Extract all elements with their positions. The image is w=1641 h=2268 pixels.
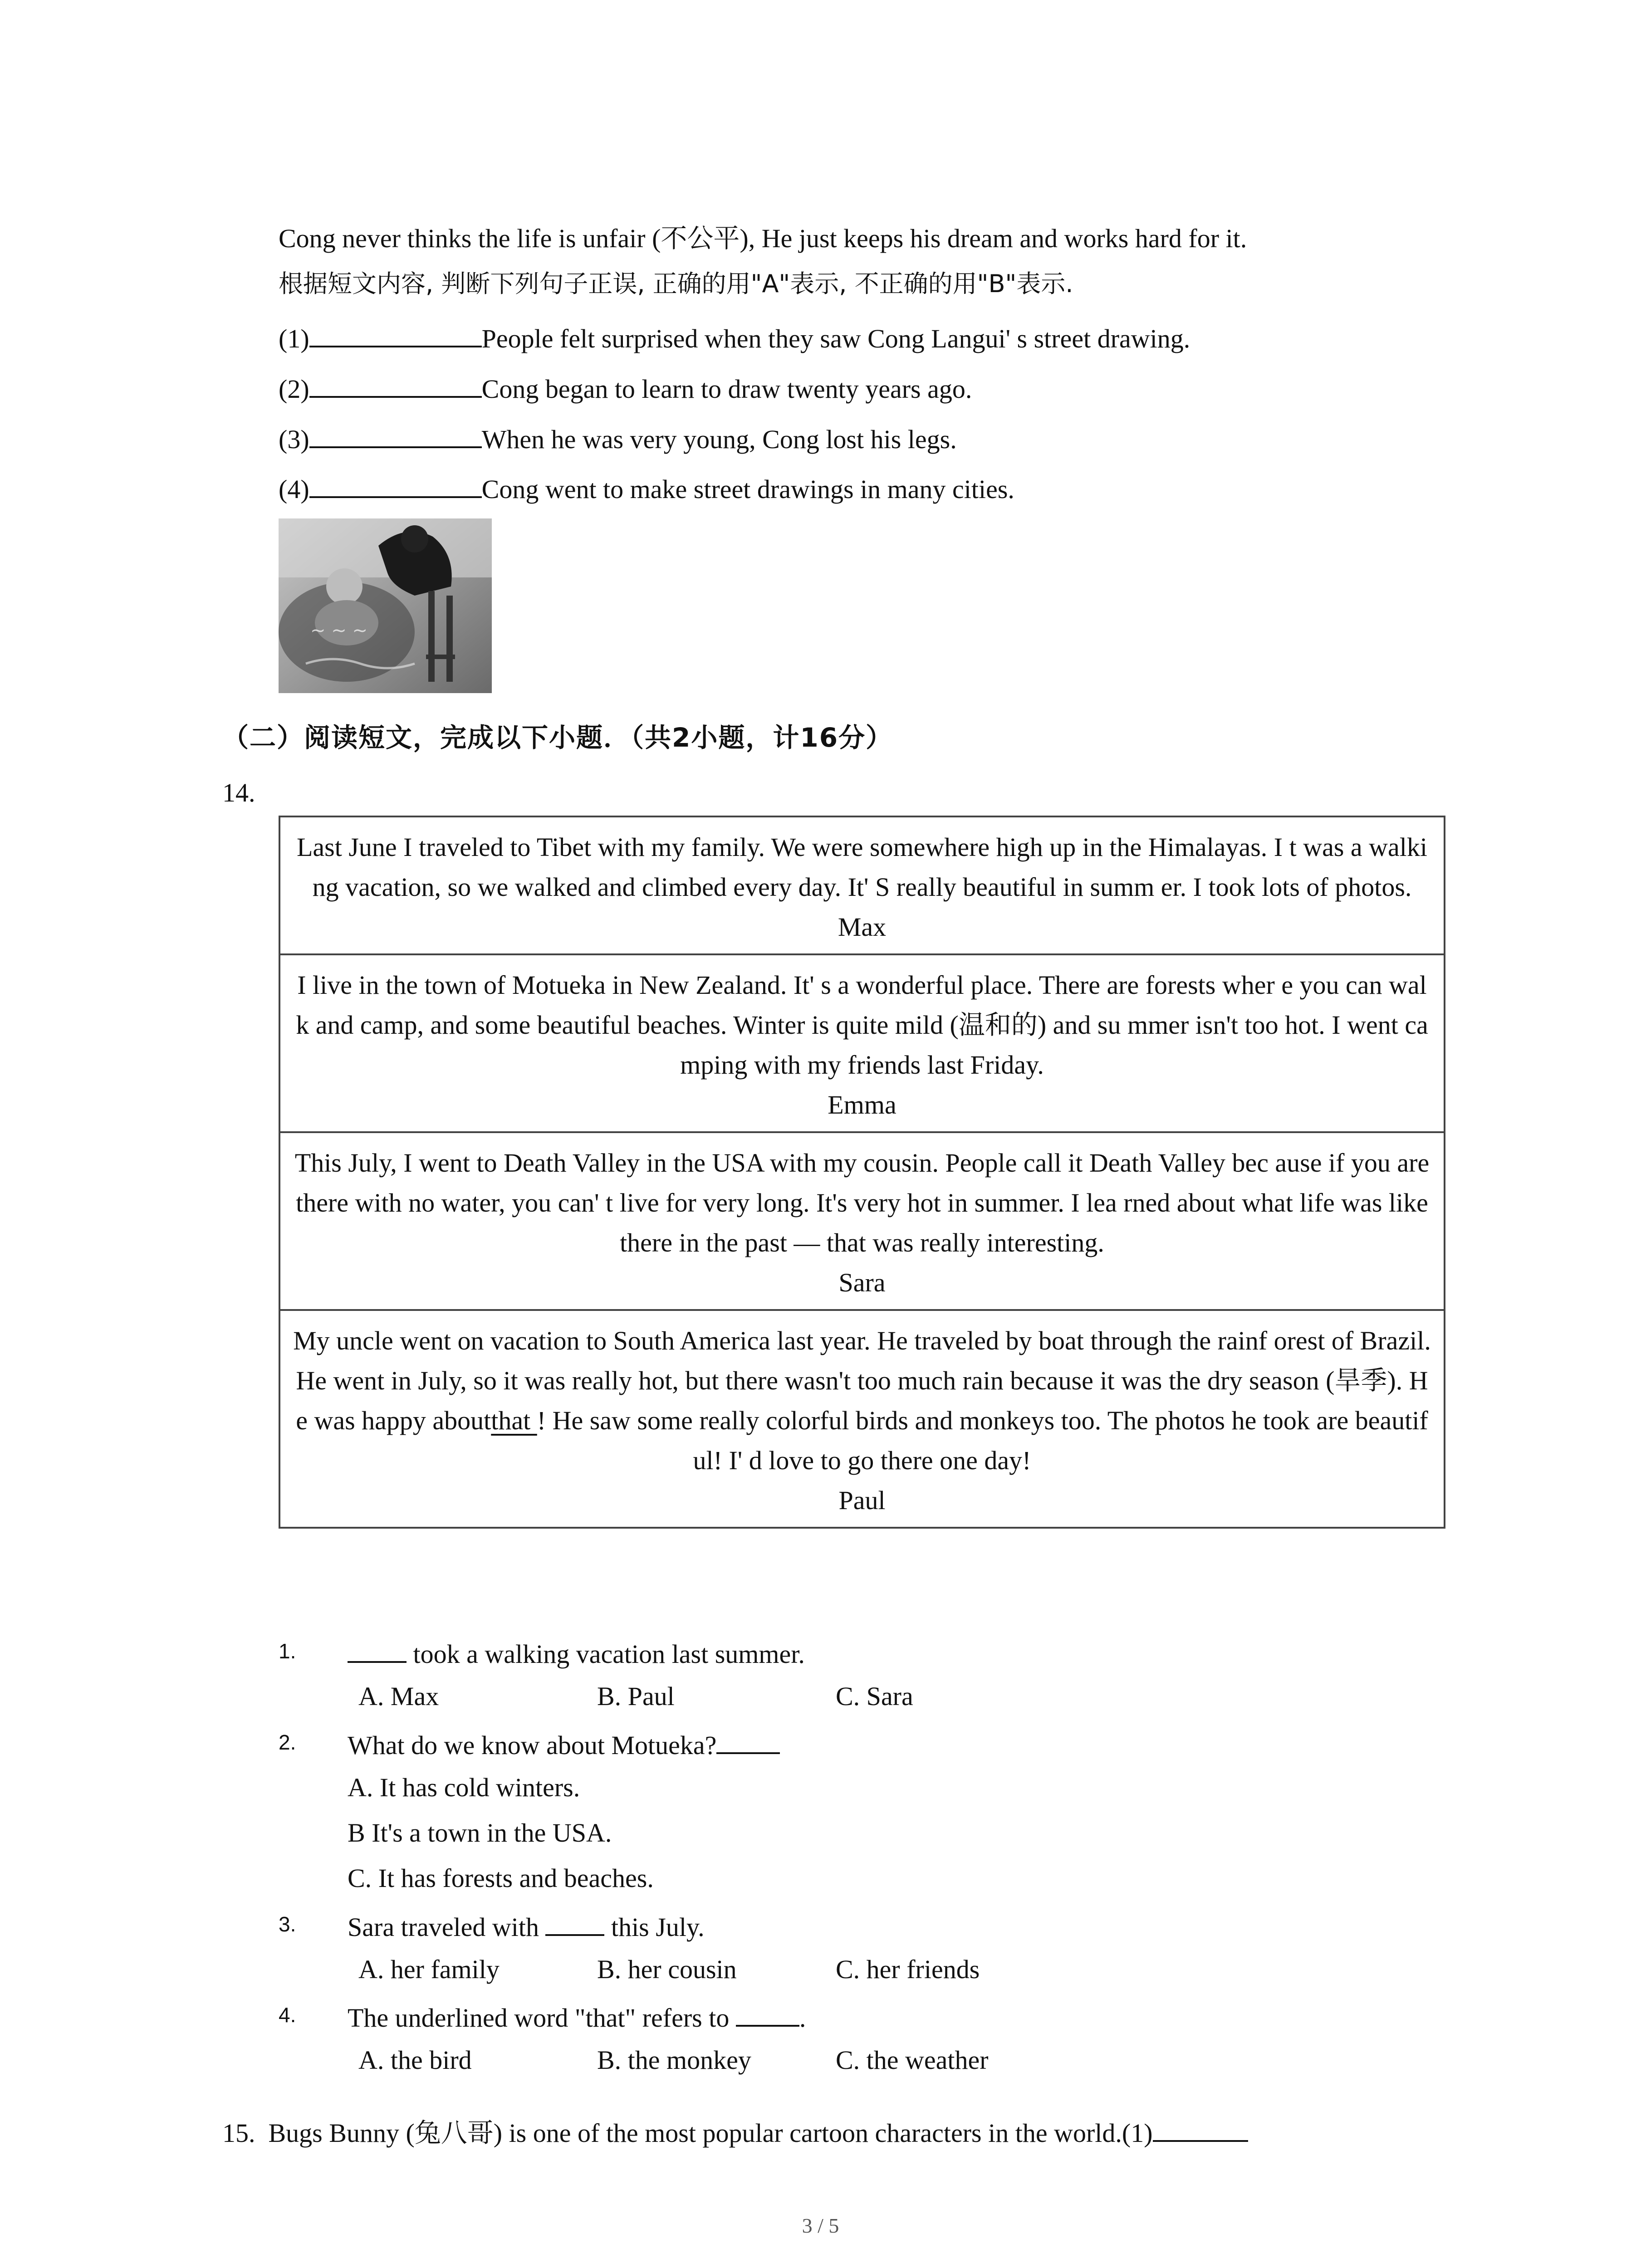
stem-text: this July. xyxy=(604,1912,705,1942)
answer-blank[interactable] xyxy=(716,1726,780,1754)
tf-item-text: Cong went to make street drawings in many cities. xyxy=(481,474,1014,504)
passage-sara xyxy=(280,1131,1444,1309)
tf-item-text: When he was very young, Cong lost his legs. xyxy=(481,425,957,454)
passage-text: This July, I went to Death Valley in the USA with my cousin. People call it Death Valley bec ause if you are there with no water, you can' t live for very long. It's very hot in summer. I lea rned about what life was like there in the past — that was really interesting. xyxy=(294,1148,1430,1257)
question-number-14: 14. xyxy=(222,778,255,807)
subquestion-num: 4. xyxy=(279,2003,296,2027)
underlined-word: that xyxy=(491,1406,537,1435)
passage-text: ! He saw some really colorful birds and monkeys too. The photos he took are beautiful! I' d love to go there one day! xyxy=(537,1406,1428,1475)
question-number-15: 15. xyxy=(222,2118,255,2148)
option-a[interactable]: A. the bird xyxy=(358,2045,472,2075)
passage-last-line: Cong never thinks the life is unfair (不公平), He just keeps his dream and works hard for it. xyxy=(279,224,1247,253)
passage-table xyxy=(279,816,1445,1529)
option-c[interactable]: C. the weather xyxy=(836,2045,989,2075)
photo-image xyxy=(279,518,492,693)
answer-blank[interactable] xyxy=(348,1635,407,1663)
tf-item-1 xyxy=(279,319,1190,355)
tf-item-text: People felt surprised when they saw Cong Langui' s street drawing. xyxy=(481,324,1190,353)
tf-item-num: (1) xyxy=(279,324,309,353)
passage-max xyxy=(280,817,1444,953)
instruction-text: 根据短文内容, 判断下列句子正误, 正确的用"A"表示, 不正确的用"B"表示. xyxy=(279,269,1073,298)
answer-blank[interactable] xyxy=(545,1908,604,1936)
tf-item-3 xyxy=(279,420,957,456)
tf-item-text: Cong began to learn to draw twenty years ago. xyxy=(481,374,972,404)
option-b[interactable]: B. Paul xyxy=(597,1681,675,1711)
option-b[interactable]: B. the monkey xyxy=(597,2045,751,2075)
passage-paul xyxy=(280,1309,1444,1527)
passage-author: Paul xyxy=(838,1486,886,1515)
stem-text: The underlined word "that" refers to xyxy=(348,2003,736,2033)
page-number: 3 / 5 xyxy=(802,2214,839,2237)
street-drawing-photo xyxy=(279,518,492,693)
option-a[interactable]: A. Max xyxy=(358,1681,439,1711)
option-c[interactable]: C. It has forests and beaches. xyxy=(348,1863,654,1893)
subquestion-num: 3. xyxy=(279,1912,296,1936)
option-c[interactable]: C. Sara xyxy=(836,1681,913,1711)
passage-emma xyxy=(280,953,1444,1131)
subquestion-1-stem xyxy=(348,1635,805,1671)
tf-item-num: (3) xyxy=(279,425,309,454)
subquestion-4-stem xyxy=(348,1999,806,2034)
tf-item-2 xyxy=(279,370,972,406)
question-text: Bugs Bunny (兔八哥) is one of the most popular cartoon characters in the world.(1) xyxy=(268,2118,1153,2148)
tf-item-4 xyxy=(279,470,1014,506)
option-c[interactable]: C. her friends xyxy=(836,1955,980,1984)
answer-blank[interactable] xyxy=(1153,2114,1248,2142)
passage-text: My uncle went on vacation to South America last year. He traveled by boat through the rainf orest of Brazil. He went in July, so it was really hot, but there wasn't too much rain because it was the dry season (旱季). He was happy about xyxy=(293,1326,1431,1435)
passage-author: Sara xyxy=(838,1268,886,1297)
answer-blank[interactable] xyxy=(309,370,482,398)
question-15 xyxy=(222,2114,1248,2150)
passage-text: Last June I traveled to Tibet with my family. We were somewhere high up in the Himalayas. I t was a walking vacation, so we walked and climbed every day. It' S really beautiful in summ er. I took lots of photos. xyxy=(297,832,1427,902)
subquestion-3-stem xyxy=(348,1908,705,1944)
tf-item-num: (4) xyxy=(279,474,309,504)
passage-author: Max xyxy=(838,912,887,942)
subquestion-2-stem xyxy=(348,1726,780,1762)
tf-item-num: (2) xyxy=(279,374,309,404)
answer-blank[interactable] xyxy=(309,470,482,498)
option-b[interactable]: B. her cousin xyxy=(597,1955,737,1984)
svg-text:~ ~ ~: ~ ~ ~ xyxy=(310,620,367,641)
stem-text: took a walking vacation last summer. xyxy=(407,1639,805,1669)
passage-text: I live in the town of Motueka in New Zealand. It' s a wonderful place. There are forests wher e you can walk and camp, and some beautiful beaches. Winter is quite mild (温和的) and su mmer isn't too hot. I went camping with my friends last Friday. xyxy=(296,970,1428,1080)
subquestion-num: 2. xyxy=(279,1730,296,1754)
passage-author: Emma xyxy=(828,1090,896,1119)
subquestion-num: 1. xyxy=(279,1639,296,1663)
section-heading: （二）阅读短文，完成以下小题．（共2小题，计16分） xyxy=(222,722,893,753)
option-a[interactable]: A. her family xyxy=(358,1955,500,1984)
stem-text: Sara traveled with xyxy=(348,1912,546,1942)
stem-text: . xyxy=(799,2003,806,2033)
answer-blank[interactable] xyxy=(309,319,482,347)
option-b[interactable]: B It's a town in the USA. xyxy=(348,1818,612,1848)
answer-blank[interactable] xyxy=(309,420,482,448)
option-a[interactable]: A. It has cold winters. xyxy=(348,1773,580,1802)
stem-text: What do we know about Motueka? xyxy=(348,1730,717,1760)
answer-blank[interactable] xyxy=(736,1999,799,2027)
